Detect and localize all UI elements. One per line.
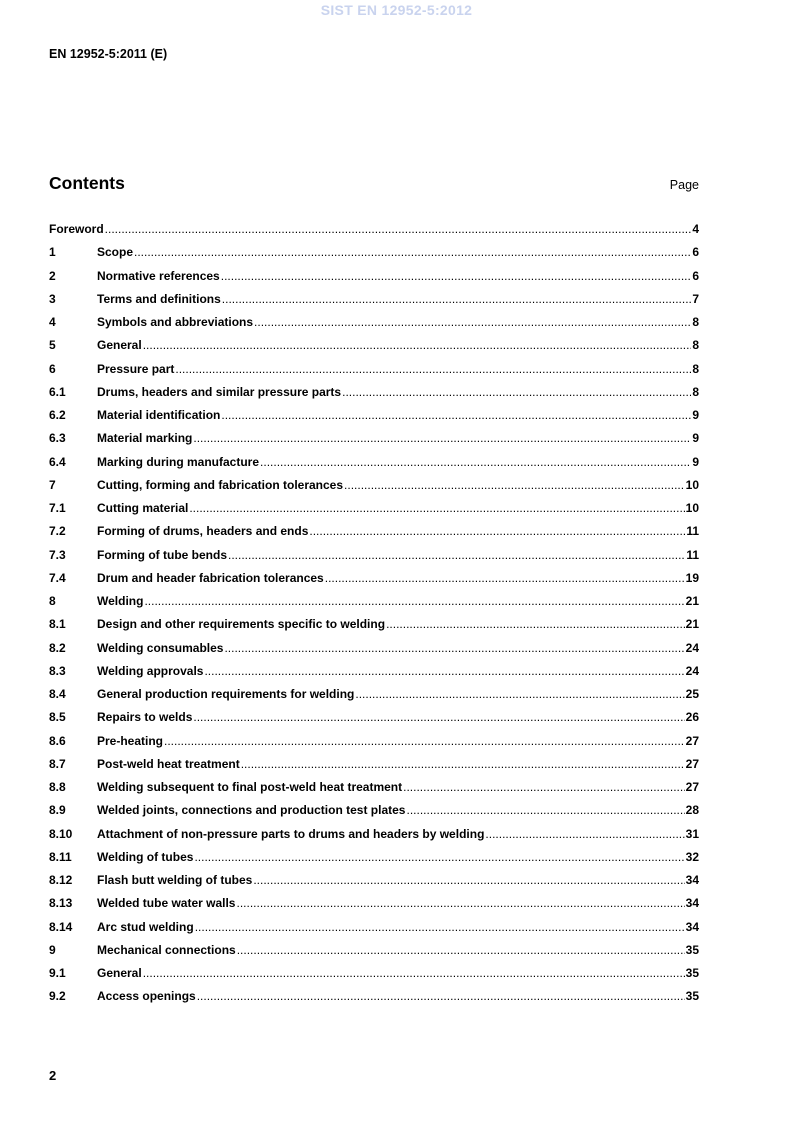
toc-entry-page: 10: [685, 477, 699, 492]
toc-entry-page: 11: [686, 524, 699, 539]
toc-entry[interactable]: [49, 966, 699, 989]
toc-entry-title: Welded joints, connections and production test plates: [97, 803, 406, 818]
toc-entry-number: 8.12: [49, 873, 73, 887]
toc-dot-leader: [134, 245, 691, 259]
toc-entry-title: Symbols and abbreviations: [97, 315, 254, 329]
toc-entry-page: 8: [692, 361, 699, 376]
toc-dot-leader: [228, 548, 685, 562]
toc-entry-number: 8.9: [49, 803, 66, 818]
toc-entry-page: 8: [692, 384, 699, 399]
toc-dot-leader: [105, 222, 692, 236]
toc-entry[interactable]: [49, 362, 699, 385]
toc-entry-title: Cutting material: [97, 501, 189, 515]
toc-dot-leader: [260, 455, 691, 469]
toc-entry-number: 2: [49, 268, 56, 283]
toc-entry-page: 11: [686, 547, 699, 562]
toc-entry-number: 7.3: [49, 547, 66, 562]
toc-entry-page: 9: [692, 431, 699, 446]
toc-entry[interactable]: [49, 687, 699, 710]
toc-entry-title: Access openings: [97, 989, 196, 1004]
toc-entry-page: 34: [685, 919, 699, 934]
toc-entry-title: Arc stud welding: [97, 919, 194, 934]
toc-entry-page: 9: [692, 408, 699, 422]
toc-entry-title: Forming of tube bends: [97, 547, 227, 562]
toc-entry-page: 28: [685, 803, 699, 818]
toc-dot-leader: [143, 338, 692, 352]
toc-dot-leader: [175, 362, 691, 376]
toc-entry-number: 7: [49, 477, 56, 492]
toc-entry[interactable]: [49, 269, 699, 292]
toc-entry[interactable]: [49, 757, 699, 780]
toc-entry[interactable]: [49, 803, 699, 826]
toc-entry-number: 7.2: [49, 524, 66, 539]
toc-dot-leader: [241, 757, 685, 771]
toc-entry-number: 6.4: [49, 454, 66, 469]
toc-dot-leader: [254, 315, 691, 329]
toc-entry-title: Drum and header fabrication tolerances: [97, 570, 324, 585]
toc-entry-page: 27: [685, 733, 699, 748]
toc-entry[interactable]: [49, 896, 699, 919]
toc-entry[interactable]: [49, 501, 699, 524]
toc-entry-page: 6: [692, 268, 699, 283]
toc-entry-page: 25: [685, 687, 699, 701]
toc-entry-page: 32: [685, 849, 699, 864]
toc-entry[interactable]: [49, 408, 699, 431]
toc-entry-page: 4: [692, 222, 699, 236]
toc-entry[interactable]: [49, 292, 699, 315]
toc-entry[interactable]: [49, 780, 699, 803]
toc-entry[interactable]: [49, 222, 699, 245]
toc-dot-leader: [325, 571, 685, 585]
toc-entry-number: 9: [49, 942, 56, 957]
toc-entry-number: 4: [49, 315, 56, 329]
toc-entry-page: 21: [685, 617, 699, 632]
toc-entry-title: Scope: [97, 245, 134, 260]
toc-entry-page: 35: [685, 989, 699, 1004]
toc-entry-title: Attachment of non-pressure parts to drums and headers by welding: [97, 826, 485, 841]
toc-entry-page: 8: [692, 315, 699, 329]
toc-entry-number: 8.10: [49, 826, 73, 841]
toc-entry-number: 6.1: [49, 384, 66, 399]
toc-entry[interactable]: [49, 385, 699, 408]
toc-entry-title: Cutting, forming and fabrication tolerances: [97, 477, 344, 492]
toc-entry-page: 34: [685, 896, 699, 911]
toc-entry-title: Pressure part: [97, 361, 175, 376]
toc-entry[interactable]: [49, 431, 699, 454]
toc-dot-leader: [144, 594, 684, 608]
toc-entry-title: Design and other requirements specific to welding: [97, 617, 386, 632]
toc-entry-page: 6: [692, 245, 699, 260]
watermark-text: SIST EN 12952-5:2012: [320, 2, 473, 18]
toc-entry-number: 6: [49, 361, 56, 376]
toc-entry-title: Welding consumables: [97, 640, 224, 655]
toc-entry-number: 8.5: [49, 710, 66, 725]
toc-entry-page: 19: [685, 570, 699, 585]
toc-entry[interactable]: [49, 943, 699, 966]
toc-entry[interactable]: [49, 617, 699, 640]
toc-entry-page: 34: [685, 873, 699, 887]
toc-dot-leader: [309, 524, 685, 538]
toc-entry-number: 8.6: [49, 733, 66, 748]
toc-dot-leader: [237, 943, 685, 957]
toc-entry-number: 8.8: [49, 780, 66, 794]
toc-entry-page: 35: [685, 942, 699, 957]
toc-entry[interactable]: [49, 571, 699, 594]
toc-entry-page: 21: [685, 594, 699, 608]
toc-entry-title: Repairs to welds: [97, 710, 193, 725]
page-title: Contents: [49, 173, 125, 193]
toc-entry-title: Drums, headers and similar pressure parts: [97, 384, 342, 399]
toc-dot-leader: [403, 780, 685, 794]
toc-dot-leader: [236, 896, 684, 910]
toc-dot-leader: [143, 966, 685, 980]
toc-entry-title: Welded tube water walls: [97, 896, 236, 911]
toc-entry-title: Welding of tubes: [97, 849, 194, 864]
toc-entry[interactable]: [49, 641, 699, 664]
toc-entry[interactable]: [49, 455, 699, 478]
toc-entry[interactable]: [49, 710, 699, 733]
toc-entry-title: Terms and definitions: [97, 291, 221, 306]
toc-entry-page: 9: [692, 454, 699, 469]
toc-entry[interactable]: [49, 920, 699, 943]
toc-entry-title: Welding: [97, 594, 144, 608]
toc-entry-number: 8.2: [49, 640, 66, 655]
toc-entry-page: 27: [685, 780, 699, 794]
toc-entry-number: 9.1: [49, 966, 66, 980]
toc-entry[interactable]: [49, 594, 699, 617]
toc-entry-page: 27: [685, 756, 699, 771]
toc-entry-number: 5: [49, 338, 56, 353]
toc-entry[interactable]: [49, 664, 699, 687]
toc-entry-page: 8: [692, 338, 699, 353]
toc-entry-number: 8.14: [49, 919, 73, 934]
toc-entry[interactable]: [49, 827, 699, 850]
toc-dot-leader: [386, 617, 685, 631]
toc-entry[interactable]: [49, 734, 699, 757]
toc-dot-leader: [194, 850, 684, 864]
toc-entry-number: 8.13: [49, 896, 73, 911]
document-id: EN 12952-5:2011 (E): [49, 47, 168, 61]
footer-page-number: 2: [49, 1068, 57, 1083]
toc-dot-leader: [344, 478, 685, 492]
toc-dot-leader: [189, 501, 684, 515]
toc-entry-title: Flash butt welding of tubes: [97, 873, 253, 887]
table-of-contents: [49, 222, 699, 1013]
toc-entry-title: General: [97, 966, 142, 980]
toc-entry-number: 1: [49, 245, 56, 260]
toc-dot-leader: [222, 292, 692, 306]
toc-entry-title: Pre-heating: [97, 733, 164, 748]
toc-entry[interactable]: [49, 524, 699, 547]
toc-dot-leader: [193, 710, 684, 724]
toc-entry[interactable]: [49, 548, 699, 571]
toc-entry-page: 26: [685, 710, 699, 725]
toc-entry-number: 6.2: [49, 408, 66, 422]
toc-entry-page: 7: [692, 291, 699, 306]
toc-entry[interactable]: [49, 478, 699, 501]
toc-entry[interactable]: [49, 989, 699, 1012]
toc-entry-title: Welding subsequent to final post-weld heat treatment: [97, 780, 403, 794]
toc-dot-leader: [221, 269, 692, 283]
toc-entry-page: 10: [685, 501, 699, 515]
page-column-label: Page: [669, 178, 699, 192]
toc-entry-title: General: [97, 338, 142, 353]
toc-entry-page: 24: [685, 640, 699, 655]
toc-entry-number: 8.4: [49, 687, 66, 701]
toc-entry-page: 24: [685, 663, 699, 678]
toc-dot-leader: [342, 385, 691, 399]
toc-entry-number: 8.11: [49, 849, 72, 864]
toc-entry-number: 9.2: [49, 989, 66, 1004]
toc-entry-title: Normative references: [97, 268, 220, 283]
toc-entry-page: 31: [685, 826, 699, 841]
toc-entry-number: 7.1: [49, 501, 66, 515]
toc-dot-leader: [164, 734, 685, 748]
toc-dot-leader: [193, 431, 691, 445]
toc-dot-leader: [485, 827, 684, 841]
toc-entry[interactable]: [49, 873, 699, 896]
toc-entry-page: 35: [685, 966, 699, 980]
toc-entry-number: 3: [49, 291, 56, 306]
toc-dot-leader: [195, 920, 685, 934]
toc-entry-title: Forming of drums, headers and ends: [97, 524, 309, 539]
toc-entry-number: 8: [49, 594, 56, 608]
toc-dot-leader: [253, 873, 684, 887]
toc-dot-leader: [406, 803, 684, 817]
toc-entry-title: Marking during manufacture: [97, 454, 260, 469]
toc-dot-leader: [355, 687, 684, 701]
toc-dot-leader: [221, 408, 691, 422]
toc-entry-title: Mechanical connections: [97, 942, 236, 957]
toc-entry-title: Material identification: [97, 408, 221, 422]
toc-entry-number: 7.4: [49, 570, 66, 585]
toc-entry[interactable]: [49, 315, 699, 338]
toc-dot-leader: [224, 641, 684, 655]
toc-entry-title: Material marking: [97, 431, 193, 446]
toc-entry-number: 8.3: [49, 663, 66, 678]
toc-entry[interactable]: [49, 245, 699, 268]
toc-entry-number: 8.7: [49, 756, 66, 771]
toc-entry-title: Welding approvals: [97, 663, 204, 678]
toc-entry-title: General production requirements for welding: [97, 687, 355, 701]
toc-entry-number: 6.3: [49, 431, 66, 446]
toc-entry-number: 8.1: [49, 617, 66, 632]
toc-entry-title: Post-weld heat treatment: [97, 756, 240, 771]
toc-dot-leader: [204, 664, 684, 678]
toc-entry[interactable]: [49, 338, 699, 361]
toc-dot-leader: [197, 989, 685, 1003]
toc-entry-title: Foreword: [49, 222, 104, 236]
toc-entry[interactable]: [49, 850, 699, 873]
